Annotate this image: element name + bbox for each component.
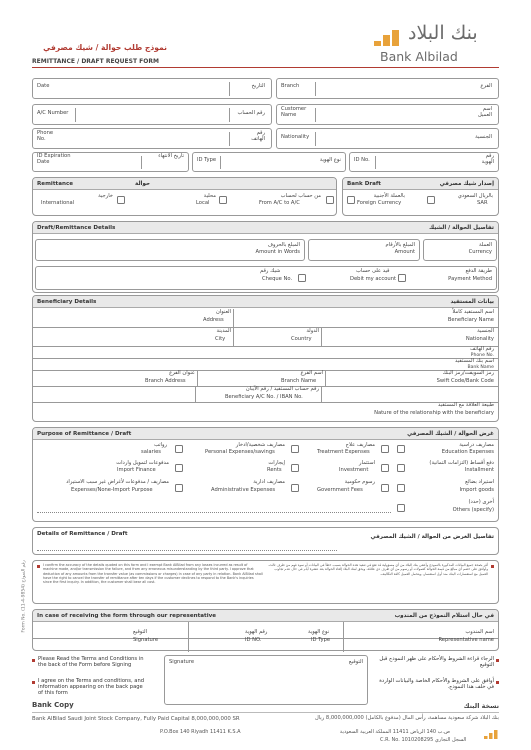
salaries-checkbox[interactable]	[175, 445, 183, 453]
draft-details-section: Draft/Remittance Details تفاصيل الحوالة / الشيك المبلغ بالحروف Amount in Words المبلغ بالأرقام Amount العملة Currency شيك رقم Cheque No. قيد على حساب Debit my account طريقة الدفع Payment Method	[32, 221, 499, 293]
id-number-field[interactable]: ID No. رقم الهوية	[349, 152, 499, 172]
customer-name-field[interactable]: Customer Name اسم العميل	[276, 104, 499, 125]
treatment-checkbox[interactable]	[381, 445, 389, 453]
declaration-box	[32, 560, 499, 604]
local-checkbox[interactable]	[219, 196, 227, 204]
bank-draft-section: Bank Draft إصدار شيك مصرفي بالعملة الأجنبية Foreign Currency بالريال السعودي SAR	[342, 177, 499, 216]
agree-terms-en: I agree on the Terms and conditions, and information appearing on the back page of this form	[38, 678, 145, 696]
phone-field[interactable]: Phone No. رقم الهاتف	[32, 128, 272, 149]
declaration-ar: أقر بصحة جميع البيانات المذكورة بالنموذج وأعفي بنك البلاد من أي مسؤولية قد تقع في تنفيذ هذه الحوالة بسبب خطأ في البيانات أو سوء فهم من طرف ثالث. وأوافق على خصم أي مبالغ من قيمة الحوالة كعمولات أو رسوم من أي طرف ذي علاقة. ويحق لبنك البلاد إلغاء الحوالة بعد عشرة أيام في حال عدم تجاوب العميل مع استفسارات البنك منذ أول استفسار، ويتحمل العميل كافة التكاليف.	[268, 563, 488, 576]
representative-section: In case of receiving the form through our representative في حال استلام النموذج من المندوب التوقيع Signature رقم الهوية ID NO. نوع الهوية ID Type اسم المندوب Representative name	[32, 609, 499, 651]
read-terms-ar: الرجاء قراءة الشروط والأحكام على ظهر النموذج قبل التوقيع	[379, 656, 494, 668]
form-title-ar: نموذج طلب حوالة / شيك مصرفي	[43, 43, 167, 52]
account-number-field[interactable]: A/C Number رقم الحساب	[32, 104, 272, 125]
personal-expenses-checkbox[interactable]	[291, 445, 299, 453]
agree-terms-ar: أوافق على الشروط والأحكام الخاصة والبيانات الواردة في خلف هذا النموذج.	[379, 678, 494, 690]
purpose-section: Purpose of Remittance / Draft غرض الحوالة / الشيك المصرفي رواتب salaries مدفوعات لتمويل واردات Import Finance مصاريف / مدفوعات لأغراض غير سبب الاستيراد Expenses/None-Import Purpose مصاريف شخصية/ادخار Personal Expenses/savings إيجارات Rents مصاريف ادارية Administrative Expenses مصاريف علاج Treatment Expenses استثمار Investment رسوم حكومية Government Fees مصاريف دراسية Education Expenses دفع أقساط (التزامات التمانية) Installment استيراد بضائع Import goods أخرى (حدد) Others (specify)	[32, 427, 499, 522]
foreign-currency-checkbox[interactable]	[347, 196, 355, 204]
cheque-checkbox[interactable]	[298, 274, 306, 282]
date-field[interactable]: Date التاريخ	[32, 78, 272, 99]
import-goods-checkbox[interactable]	[397, 484, 405, 492]
education-checkbox[interactable]	[397, 445, 405, 453]
address-ar: ص.ب 140 الرياض 11411 المملكة العربية السعودية	[339, 729, 450, 735]
id-type-field[interactable]: ID Type نوع الهوية	[192, 152, 346, 172]
admin-expenses-checkbox[interactable]	[291, 484, 299, 492]
payment-method-field: شيك رقم Cheque No. قيد على حساب Debit my account طريقة الدفع Payment Method	[35, 266, 497, 290]
non-import-checkbox[interactable]	[175, 484, 183, 492]
beneficiary-section: Beneficiary Details بيانات المستفيد العنوان Address اسم المستفيد كاملاً Beneficiary Name المدينة City الدولة Country الجنسية Nationality رقم الهاتف Phone No. اسم بنك المستفيد Bank Name عنوان الفرع Branch Address اسم الفرع Branch Name رمز السويفت/رمز البنك Swift Code/Bank Code رقم حساب المستفيد / رقم الآيبان Beneficiary A/C No. / IBAN No. طبيعة العلاقة مع المستفيد Nature of the relationship with the beneficiary	[32, 295, 499, 422]
amount-words-field[interactable]: المبلغ بالحروف Amount in Words	[35, 239, 305, 261]
bank-name-ar: بنك البلاد	[408, 22, 478, 44]
footer-logo-icon	[484, 730, 498, 739]
company-info-ar: بنك البلاد شركة سعودية مساهمة، رأس المال (مدفوع بالكامل) 8,000,000,000 ريال	[314, 715, 499, 721]
bank-copy-ar: نسخة البنك	[463, 702, 499, 710]
branch-field[interactable]: Branch الفرع	[276, 78, 499, 99]
installment-checkbox[interactable]	[397, 464, 405, 472]
read-terms-en: Please Read the Terms and Conditions in the back of the Form before Signing	[38, 656, 144, 668]
others-checkbox[interactable]	[397, 504, 405, 512]
address-en: P.O.Box 140 Riyadh 11411 K.S.A	[160, 729, 241, 735]
currency-field[interactable]: العملة Currency	[423, 239, 497, 261]
company-info-en: Bank AlBilad Saudi Joint Stock Company, Fully Paid Capital 8,000,000,000 SR	[32, 716, 240, 722]
gov-fees-checkbox[interactable]	[381, 484, 389, 492]
import-finance-checkbox[interactable]	[175, 464, 183, 472]
amount-field[interactable]: المبلغ بالأرقام Amount	[308, 239, 420, 261]
nationality-field[interactable]: Nationality الجنسية	[276, 128, 499, 149]
bank-copy-en: Bank Copy	[32, 701, 74, 709]
debit-account-checkbox[interactable]	[398, 274, 406, 282]
id-expiration-field[interactable]: ID Expiration Date تاريخ الانتهاء	[32, 152, 189, 172]
investment-checkbox[interactable]	[381, 464, 389, 472]
international-checkbox[interactable]	[117, 196, 125, 204]
a2a-checkbox[interactable]	[326, 196, 334, 204]
bank-name-en: Bank Albilad	[380, 49, 458, 64]
sar-checkbox[interactable]	[427, 196, 435, 204]
signature-box[interactable]: Signature التوقيع	[164, 655, 368, 705]
form-number: Form No. (11-4-9854) رقم النموذج	[21, 560, 27, 633]
cr-number: C.R. No. 1010208295 السجل التجاري	[380, 737, 467, 743]
declaration-en: I confirm the accuracy of the details quoted on this form and I exempt Bank AlBilad from any losses incurred as result of machine made, and/or transmission the failure, and from any erroneous misunderstanding by the third party. I approve that deduction of any amounts from the transfer value (as commissions or charges) in case of any party in relation. Bank AlBilad shall have the right to cancel the transfer of remittance after ten days if the customer declines to respond to the Bank's inquiries since the first inquiry. In addition, the customer shall bear all cost.	[43, 563, 263, 584]
rents-checkbox[interactable]	[291, 464, 299, 472]
remittance-details-section: Details of Remittance / Draft تفاصيل الغرض من الحوالة / الشيك المصرفي	[32, 527, 499, 555]
form-title-en: REMITTANCE / DRAFT REQUEST FORM	[32, 58, 159, 65]
remittance-section: Remittance حوالة خارجية International محلية Local من حساب لحساب From A/C to A/C	[32, 177, 337, 216]
